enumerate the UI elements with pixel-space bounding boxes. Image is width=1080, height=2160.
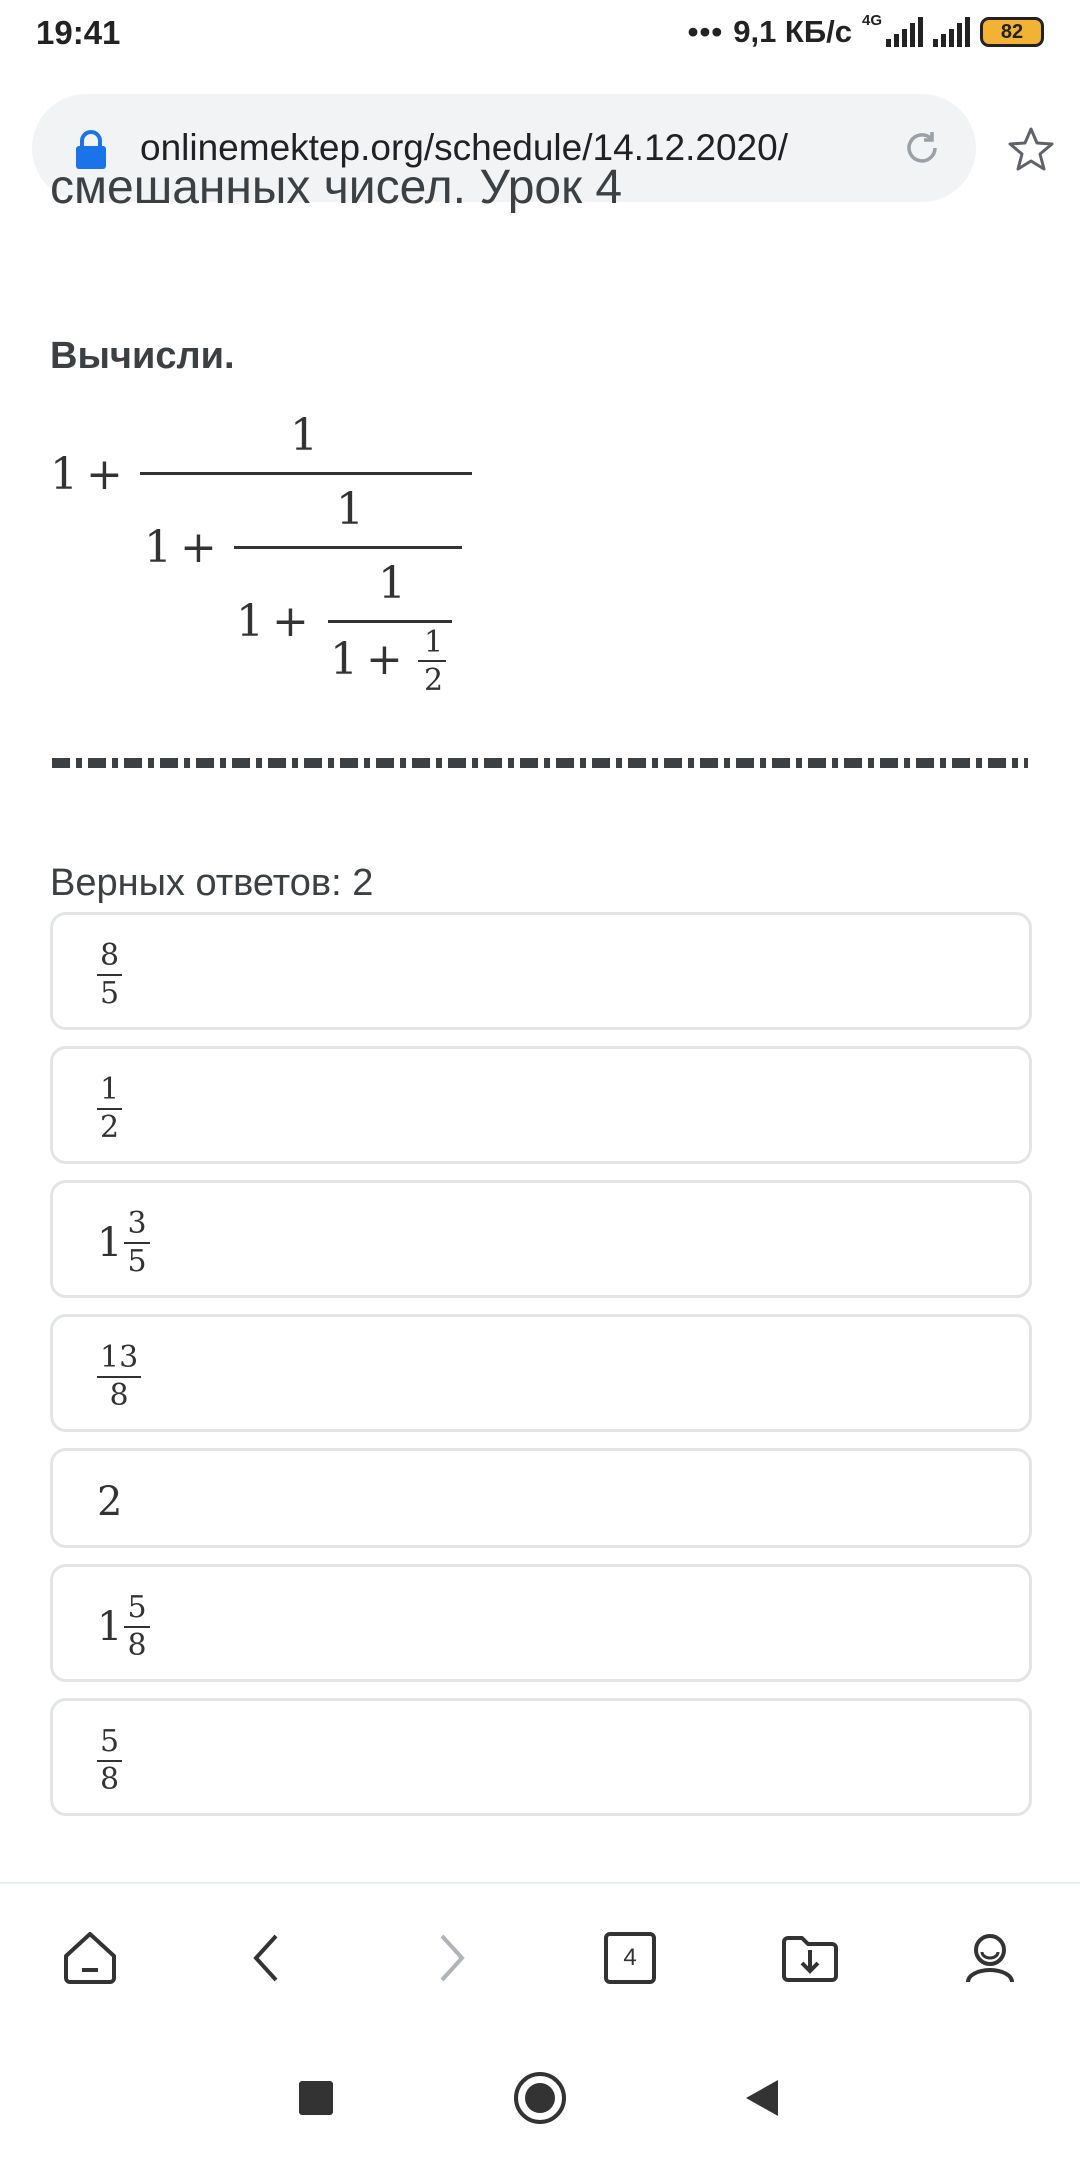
option-value: [97, 940, 122, 1009]
system-home-button[interactable]: [512, 2070, 568, 2126]
answer-option-7[interactable]: [50, 1698, 1032, 1816]
status-time: 19:41: [36, 14, 121, 51]
fraction: $\frac{13}{8}$: [97, 1342, 141, 1411]
option-value: [97, 1342, 141, 1411]
task-label: Вычисли.: [50, 335, 235, 377]
system-back-button[interactable]: [734, 2070, 790, 2126]
expr-numerator: 1: [290, 410, 318, 461]
obscured-text-line: [52, 758, 1028, 768]
fraction-bar: [234, 546, 462, 549]
expr-one: 1: [50, 449, 78, 500]
whole-part: 1: [97, 1603, 123, 1650]
star-icon[interactable]: [1006, 125, 1056, 175]
home-icon: [60, 1928, 120, 1988]
answer-option-1[interactable]: [50, 912, 1032, 1030]
back-triangle-icon: [740, 2076, 784, 2120]
reload-icon[interactable]: [902, 128, 942, 168]
answer-option-3[interactable]: [50, 1180, 1032, 1298]
expr-one: 1: [330, 634, 358, 685]
answer-option-4[interactable]: [50, 1314, 1032, 1432]
fraction-bar: [328, 620, 452, 623]
page-content: [0, 161, 1080, 1882]
expr-plus: +: [366, 634, 403, 685]
expr-plus: +: [180, 522, 217, 573]
system-navigation-bar: [0, 2030, 1080, 2160]
home-circle-icon: [512, 2070, 568, 2126]
fraction: $\frac{5}{8}$: [97, 1726, 122, 1795]
profile-icon: [960, 1928, 1020, 1988]
expr-small-denominator: 2: [424, 663, 444, 698]
status-bar: [0, 0, 1080, 70]
fraction: $\frac{8}{5}$: [97, 940, 122, 1009]
more-dots-icon: •••: [687, 14, 724, 49]
expr-numerator: 1: [336, 484, 364, 535]
signal-icon-2: [933, 17, 970, 47]
tabs-button[interactable]: [592, 1920, 668, 1996]
home-button[interactable]: [52, 1920, 128, 1996]
integer-value: 2: [97, 1479, 123, 1525]
profile-button[interactable]: [952, 1920, 1028, 1996]
expr-one: 1: [144, 522, 172, 573]
continued-fraction-expression: [0, 202, 1080, 722]
expr-plus: +: [272, 596, 309, 647]
fraction: $\frac{3}{5}$: [124, 1208, 149, 1277]
fraction-bar: [140, 472, 472, 475]
answer-option-2[interactable]: [50, 1046, 1032, 1164]
recents-button[interactable]: [288, 2070, 344, 2126]
lesson-title: смешанных чисел. Урок 4: [50, 161, 623, 214]
option-value: [97, 1479, 122, 1525]
downloads-button[interactable]: [772, 1920, 848, 1996]
expr-small-numerator: 1: [424, 625, 444, 660]
option-value: [97, 1592, 150, 1661]
back-icon: [238, 1928, 298, 1988]
correct-answers-count: Верных ответов: 2: [50, 862, 374, 904]
option-value: [97, 1726, 122, 1795]
browser-toolbar: [0, 1882, 1080, 2030]
network-type: 4G: [861, 11, 882, 29]
expr-one: 1: [236, 596, 264, 647]
forward-icon: [420, 1928, 480, 1988]
expr-numerator: 1: [378, 558, 406, 609]
answer-option-6[interactable]: [50, 1564, 1032, 1682]
url-text[interactable]: onlinemektep.org/schedule/14.12.2020/: [140, 127, 788, 168]
answer-option-5[interactable]: [50, 1448, 1032, 1548]
back-button[interactable]: [230, 1920, 306, 1996]
option-value: [97, 1074, 122, 1143]
fraction: $\frac{1}{2}$: [97, 1074, 122, 1143]
fraction: $\frac{5}{8}$: [124, 1592, 149, 1661]
battery-icon: 82: [980, 17, 1044, 47]
signal-icon: [886, 17, 923, 47]
status-indicators: [687, 11, 1044, 50]
downloads-icon: [780, 1928, 840, 1988]
recents-square-icon: [296, 2078, 336, 2118]
whole-part: 1: [97, 1219, 123, 1266]
tabs-icon: 4: [604, 1932, 656, 1984]
option-value: [97, 1208, 150, 1277]
forward-button[interactable]: [412, 1920, 488, 1996]
network-speed: 9,1 КБ/с: [733, 14, 852, 49]
expr-plus: +: [86, 449, 123, 500]
fraction-bar: [418, 660, 446, 662]
